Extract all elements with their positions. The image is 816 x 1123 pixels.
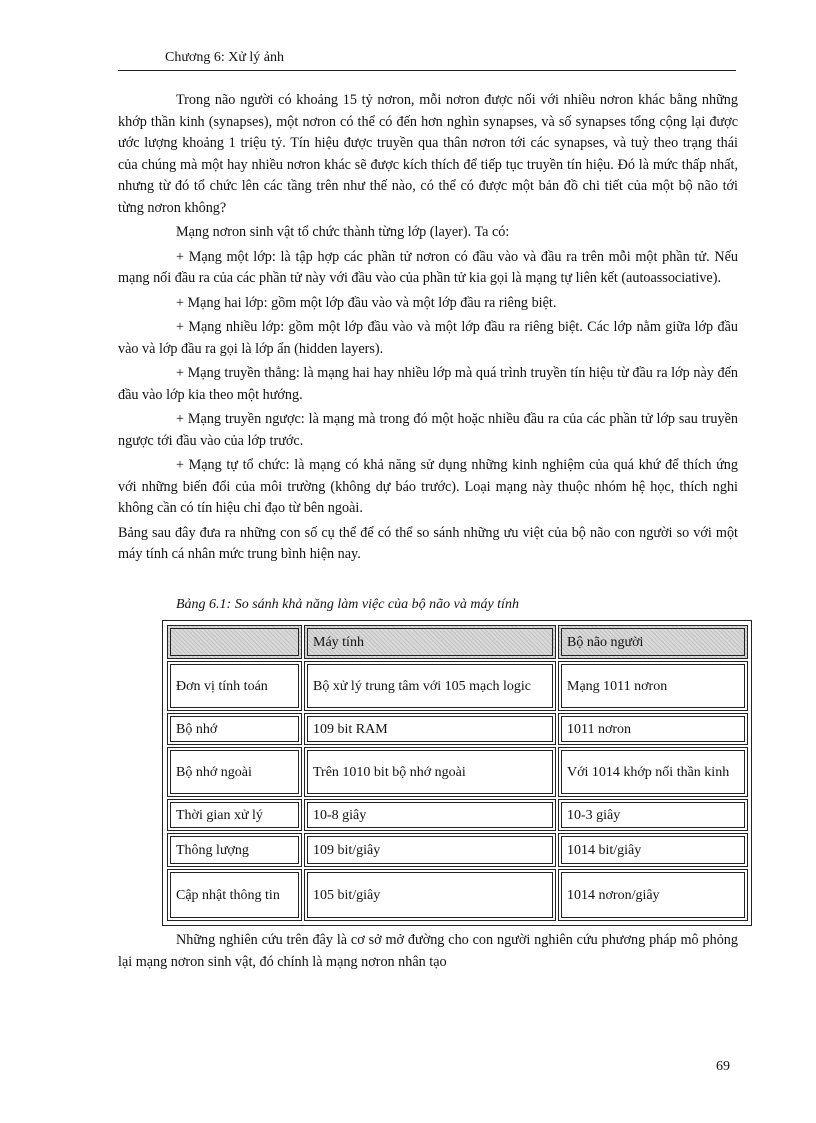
paragraph-layers-intro: Mạng nơron sinh vật tổ chức thành từng lớp (layer). Ta có: <box>176 224 510 240</box>
table-cell-brain: 1011 nơron <box>558 713 748 745</box>
table-cell-brain: 10-3 giây <box>558 799 748 831</box>
table-cell-computer: 109 bit RAM <box>304 713 556 745</box>
table-cell-computer: 109 bit/giây <box>304 833 556 867</box>
table-cell-brain: Với 1014 khớp nối thần kinh <box>558 747 748 797</box>
table-cell-brain: 1014 nơron/giây <box>558 869 748 921</box>
table-header-computer: Máy tính <box>304 625 556 659</box>
table-row-label: Thời gian xử lý <box>167 799 302 831</box>
table-row-label: Bộ nhớ <box>167 713 302 745</box>
paragraph-feedforward: + Mạng truyền thẳng: là mạng hai hay nhiều lớp mà quá trình truyền tín hiệu từ đầu ra lớp này đến đầu vào lớp kia theo một hướng. <box>118 365 738 403</box>
page-number: 69 <box>716 1059 730 1074</box>
table-caption: Bảng 6.1: So sánh khả năng làm việc của bộ não và máy tính <box>176 597 519 612</box>
paragraph-table-intro: Bảng sau đây đưa ra những con số cụ thể để có thể so sánh những ưu việt của bộ não con người so với một máy tính cá nhân mức trung bình hiện nay. <box>118 524 738 562</box>
table-row-label: Đơn vị tính toán <box>167 661 302 711</box>
table-cell-computer: Bộ xử lý trung tâm với 105 mạch logic <box>304 661 556 711</box>
table-cell-computer: 105 bit/giây <box>304 869 556 921</box>
paragraph-self-organizing: + Mạng tự tổ chức: là mạng có khả năng sử dụng những kinh nghiệm của quá khứ để thích ứng với những biến đổi của môi trường (không dự báo trước). Loại mạng này thuộc nhóm hệ học, thích nghi không cần có tín hiệu chỉ đạo từ bên ngoài. <box>118 457 738 516</box>
table-row-label: Bộ nhớ ngoài <box>167 747 302 797</box>
table-cell-computer: Trên 1010 bit bộ nhớ ngoài <box>304 747 556 797</box>
table-cell-brain: Mạng 1011 nơron <box>558 661 748 711</box>
table-row-label: Thông lượng <box>167 833 302 867</box>
paragraph-single-layer: + Mạng một lớp: là tập hợp các phần tử nơron có đầu vào và đầu ra trên mỗi một phần tử. Nếu mạng nối đầu ra của các phần tử này với đầu vào của phần tử kia gọi là mạng tự liên kết (autoassociative). <box>118 248 738 286</box>
table-row-label: Cập nhật thông tin <box>167 869 302 921</box>
header-divider <box>118 70 736 71</box>
paragraph-feedback: + Mạng truyền ngược: là mạng mà trong đó một hoặc nhiều đầu ra của các phần tử lớp sau truyền ngược tới đầu vào của lớp trước. <box>118 411 738 449</box>
chapter-header: Chương 6: Xử lý ảnh <box>165 50 285 65</box>
table-cell-computer: 10-8 giây <box>304 799 556 831</box>
table-cell-brain: 1014 bit/giây <box>558 833 748 867</box>
paragraph-closing: Những nghiên cứu trên đây là cơ sở mở đường cho con người nghiên cứu phương pháp mô phỏng lại mạng nơron sinh vật, đó chính là mạng nơron nhân tạo <box>118 932 738 970</box>
comparison-table <box>162 620 752 926</box>
paragraph-brain-neurons: Trong não người có khoảng 15 tỷ nơron, mỗi nơron được nối với nhiều nơron khác bằng những khớp thần kinh (synapses), một nơron có thể có đến hơn nghìn synapses, và số synapses tổng cộng lại được ước lượng khoảng 1 triệu tỷ. Tín hiệu được truyền qua thân nơron tới các synapses, và tuỳ theo trạng thái của chúng mà một hay nhiều nơron khác sẽ được kích thích để tiếp tục truyền tín hiệu. Đó là mức thấp nhất, nhưng từ đó tổ chức lên các tầng trên như thế nào, có thể có được một bản đồ chi tiết của một bộ não tới từng nơron không? <box>118 92 738 216</box>
paragraph-multi-layer: + Mạng nhiều lớp: gồm một lớp đầu vào và một lớp đầu ra riêng biệt. Các lớp nằm giữa lớp đầu vào và lớp đầu ra gọi là lớp ẩn (hidden layers). <box>118 319 738 357</box>
closing-text <box>118 930 738 976</box>
paragraph-two-layer: + Mạng hai lớp: gồm một lớp đầu vào và một lớp đầu ra riêng biệt. <box>176 294 557 311</box>
table-header-brain: Bộ não người <box>558 625 748 659</box>
table-header-empty <box>167 625 302 659</box>
body-text <box>118 90 738 569</box>
